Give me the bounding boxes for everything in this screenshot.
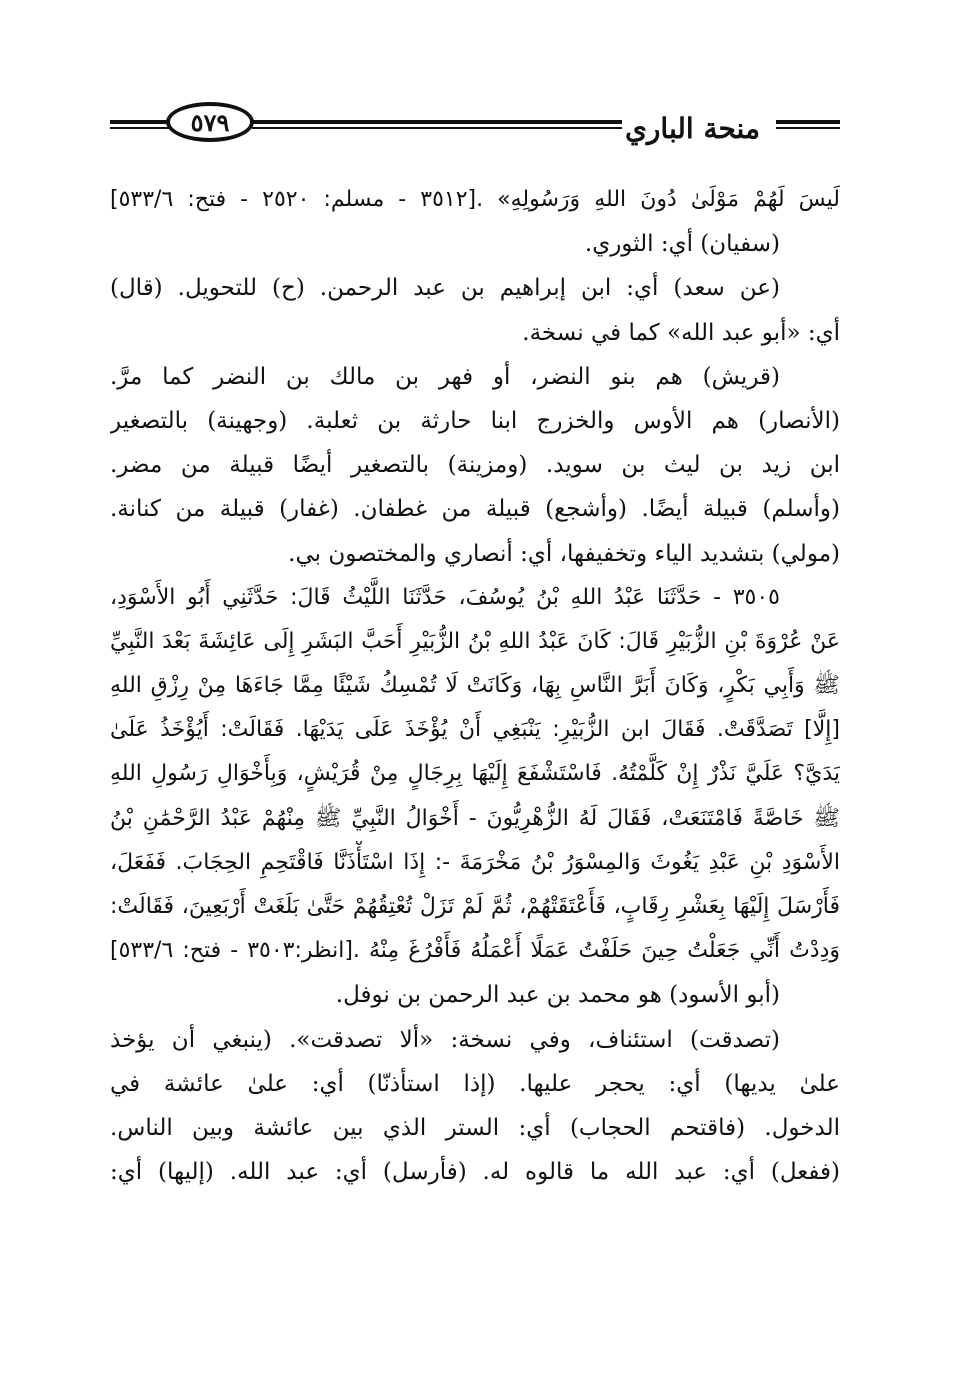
- text-line: (عن سعد) أي: ابن إبراهيم بن عبد الرحمن. (ح) للتحويل. (قال): [110, 275, 780, 302]
- text-line: (تصدقت) استئناف، وفي نسخة: «ألا تصدقت». (ينبغي أن يؤخذ: [110, 1026, 780, 1053]
- text-line: عَنْ عُرْوَةَ بْنِ الزُّبَيْرِ قَالَ: كَانَ عَبْدُ اللهِ بْنُ الزُّبَيْرِ أَحَبَّ البَشَرِ إِلَى عَائِشَةَ بَعْدَ النَّبِيِّ: [110, 628, 840, 654]
- book-title: منحة الباري: [624, 112, 760, 145]
- text-line: ابن زيد بن ليث بن سويد. (ومزينة) بالتصغير أيضًا قبيلة من مضر.: [110, 452, 840, 479]
- header-rule-left: [110, 120, 170, 129]
- text-line: (الأنصار) هم الأوس والخزرج ابنا حارثة بن ثعلبة. (وجهينة) بالتصغير: [110, 407, 840, 434]
- text-line: الدخول. (فاقتحم الحجاب) أي: الستر الذي بين عائشة وبين الناس.: [110, 1114, 840, 1141]
- text-line: علىٰ يديها) أي: يحجر عليها. (إذا استأذنّا) أي: علىٰ عائشة في: [110, 1070, 840, 1097]
- page-body: [110, 178, 840, 1194]
- page-number-badge: [166, 102, 254, 142]
- text-line: ﷺ خَاصَّةً فَامْتَنَعَتْ، فَقَالَ لَهُ الزُّهْرِيُّونَ - أَخْوَالُ النَّبِيِّ ﷺ مِنْهُمْ عَبْدُ الرَّحْمَٰنِ بْنُ: [110, 805, 840, 831]
- header-rule-right: [776, 120, 840, 129]
- text-line: لَيسَ لَهُمْ مَوْلَىٰ دُونَ اللهِ وَرَسُولِهِ» .[٣٥١٢ - مسلم: ٢٥٢٠ - فتح: ٥٣٣/٦]: [110, 187, 840, 212]
- text-line: (ففعل) أي: عبد الله ما قالوه له. (فأرسل) أي: عبد الله. (إليها) أي:: [110, 1159, 840, 1186]
- page-number: ٥٧٩: [190, 107, 230, 137]
- text-line: الأَسْوَدِ بْنِ عَبْدِ يَغُوثَ وَالمِسْوَرُ بْنُ مَخْرَمَةَ -: إِذَا اسْتَأْذَنَّا فَاقْتَحِمِ الحِجَابَ. فَفَعَلَ،: [110, 849, 840, 875]
- page-header: [110, 96, 840, 156]
- header-rule-middle: [252, 120, 622, 129]
- text-line: ٣٥٠٥ - حَدَّثَنَا عَبْدُ اللهِ بْنُ يُوسُفَ، حَدَّثَنَا اللَّيْثُ قَالَ: حَدَّثَنِي أَبُو الأَسْوَدِ،: [110, 584, 780, 610]
- text-line: (سفيان) أي: الثوري.: [584, 231, 780, 258]
- text-line: فَأَرْسَلَ إِلَيْهَا بِعَشْرِ رِقَابٍ، فَأَعْتَقَتْهُمْ، ثُمَّ لَمْ تَزَلْ تُعْتِقُهُمْ حَتَّىٰ بَلَغَتْ أَرْبَعِينَ، فَقَالَتْ:: [110, 894, 840, 919]
- text-line: أي: «أبو عبد الله» كما في نسخة.: [522, 319, 840, 346]
- text-line: وَدِدْتُ أَنِّي جَعَلْتُ حِينَ حَلَفْتُ عَمَلًا أَعْمَلُهُ فَأَفْرُغَ مِنْهُ .[انظر:٣٥٠٣ - فتح: ٥٣٣/٦]: [110, 938, 840, 964]
- text-line: [إِلَّا] تَصَدَّقَتْ. فَقَالَ ابن الزُّبَيْرِ: يَنْبَغِي أَنْ يُؤْخَذَ عَلَى يَدَيْهَا. فَقَالَتْ: أَيُؤْخَذُ عَلَىٰ: [110, 717, 840, 743]
- text-line: (أبو الأسود) هو محمد بن عبد الرحمن بن نوفل.: [335, 982, 780, 1009]
- text-line: يَدَيَّ؟ عَلَيَّ نَذْرٌ إِنْ كَلَّمْتُهُ. فَاسْتَشْفَعَ إِلَيْهَا بِرِجَالٍ مِنْ قُرَيْشٍ، وَبِأَخْوَالِ رَسُولِ اللهِ: [110, 761, 840, 787]
- text-line: (قريش) هم بنو النضر، أو فهر بن مالك بن النضر كما مرَّ.: [110, 363, 780, 390]
- text-line: (مولي) بتشديد الياء وتخفيفها، أي: أنصاري والمختصون بي.: [288, 540, 840, 567]
- text-line: ﷺ وَأَبِي بَكْرٍ، وَكَانَ أَبَرَّ النَّاسِ بِهَا، وَكَانَتْ لَا تُمْسِكُ شَيْئًا مِمَّا جَاءَهَا مِنْ رِزْقِ اللهِ: [110, 673, 840, 699]
- text-line: (وأسلم) قبيلة أيضًا. (وأشجع) قبيلة من غطفان. (غفار) قبيلة من كنانة.: [110, 496, 840, 523]
